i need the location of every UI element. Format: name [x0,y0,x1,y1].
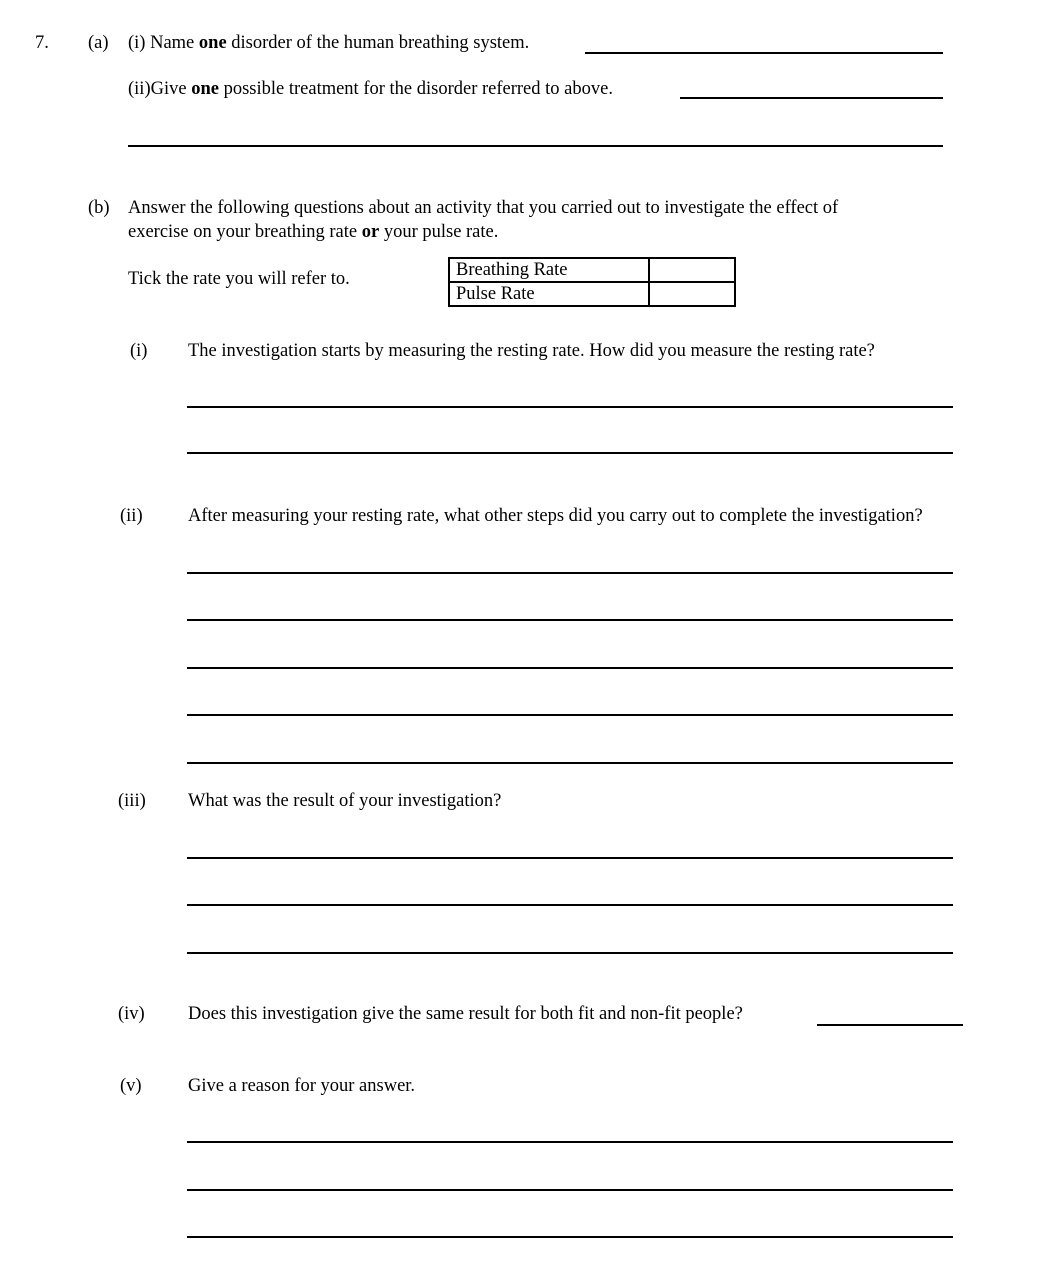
answer-line[interactable] [187,452,953,454]
item-iv-label: (iv) [118,1004,145,1024]
answer-line[interactable] [187,952,953,954]
answer-line-a-i[interactable] [585,52,943,54]
answer-line[interactable] [187,572,953,574]
part-b-intro-line2: exercise on your breathing rate or your pulse rate. [128,222,499,242]
answer-line[interactable] [187,1141,953,1143]
part-a-item-i-label: (i) [128,33,146,53]
answer-line-a-ii-continued[interactable] [128,145,943,147]
item-v-label: (v) [120,1076,142,1096]
item-ii-label: (ii) [120,506,143,526]
rate-tick-table [448,257,736,307]
part-a-item-ii-text: (ii)Give one possible treatment for the disorder referred to above. [128,79,613,99]
answer-line[interactable] [187,762,953,764]
answer-line[interactable] [187,904,953,906]
part-a-label: (a) [88,33,109,53]
answer-line[interactable] [187,1236,953,1238]
pulse-rate-label: Pulse Rate [449,282,649,306]
part-a-item-i-text: (i) Name one disorder of the human breathing system. [128,33,530,53]
item-iii-label: (iii) [118,791,146,811]
part-b-intro-line1: Answer the following questions about an activity that you carried out to investigate the effect of [128,198,839,218]
item-iv-question: Does this investigation give the same result for both fit and non-fit people? [188,1004,743,1024]
part-b-label: (b) [88,198,110,218]
part-a-item-ii-label: (ii) [128,79,151,99]
table-row [449,258,735,282]
tick-instruction: Tick the rate you will refer to. [128,269,350,289]
question-number: 7. [35,33,49,53]
answer-line[interactable] [187,619,953,621]
answer-line-a-ii[interactable] [680,97,943,99]
breathing-rate-label: Breathing Rate [449,258,649,282]
answer-line-iv[interactable] [817,1024,963,1026]
table-row [449,282,735,306]
item-iii-question: What was the result of your investigation? [188,791,502,811]
answer-line[interactable] [187,857,953,859]
answer-line[interactable] [187,1189,953,1191]
answer-line[interactable] [187,714,953,716]
item-ii-question: After measuring your resting rate, what other steps did you carry out to complete the investigation? [188,506,923,526]
item-i-question: The investigation starts by measuring the resting rate. How did you measure the resting rate? [188,341,875,361]
answer-line[interactable] [187,667,953,669]
answer-line[interactable] [187,406,953,408]
pulse-rate-tick-cell[interactable] [649,282,735,306]
breathing-rate-tick-cell[interactable] [649,258,735,282]
item-i-label: (i) [130,341,148,361]
item-v-question: Give a reason for your answer. [188,1076,416,1096]
